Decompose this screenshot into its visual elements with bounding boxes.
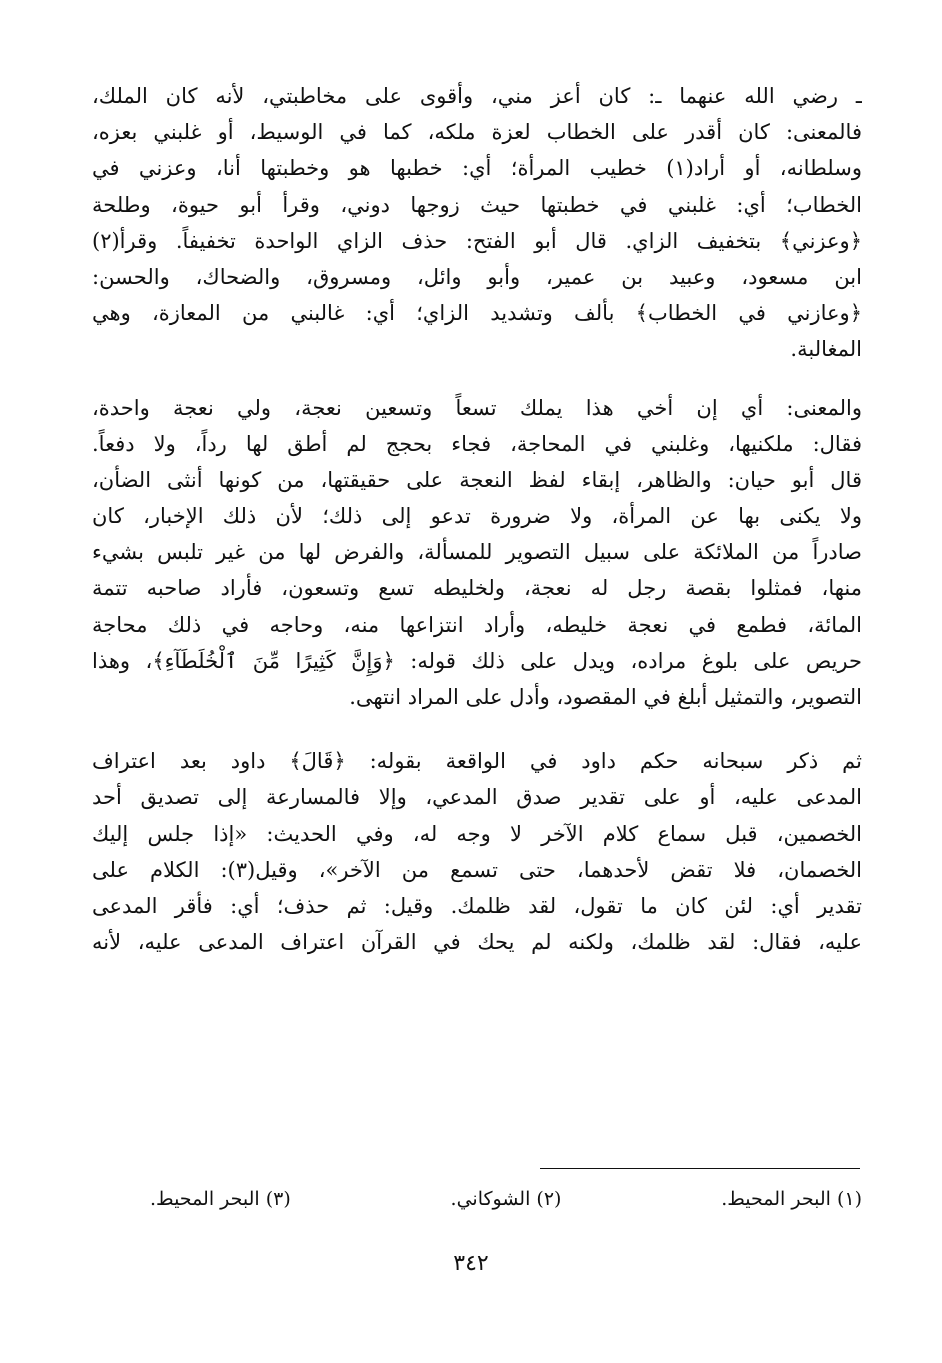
text-line: الخصمان، فلا تقض لأحدهما، حتى تسمع من الآخر»، وقيل(٣): الكلام على xyxy=(92,857,862,882)
text-line: فقال: ملكنيها، وغلبني في المحاجة، فجاء بحجج لم أطق لها رداً، ولا دفعاً. xyxy=(92,431,862,456)
text-line: الخطاب؛ أي: غلبني في خطبتها حيث زوجها دوني، وقرأ أبو حيوة، وطلحة xyxy=(92,192,862,217)
paragraph-2 xyxy=(92,390,862,716)
text-line: المائة، فطمع في نعجة خليطه، وأراد انتزاعها منه، وحاجه في ذلك محاجة xyxy=(92,612,862,637)
text-line: ﴿وعازني في الخطاب﴾ بألف وتشديد الزاي؛ أي: غالبني من المعازة، وهي xyxy=(92,301,862,326)
text-line: ولا يكنى بها عن المرأة، ولا ضرورة تدعو إلى ذلك؛ لأن ذلك الإخبار، كان xyxy=(92,504,862,529)
main-text xyxy=(92,78,862,960)
page-number: ٣٤٢ xyxy=(453,1251,489,1276)
text-line: فالمعنى: كان أقدر على الخطاب لعزة ملكه، كما في الوسيط، أو غلبني بعزه، xyxy=(92,120,862,145)
text-line: منها، فمثلوا بقصة رجل له نعجة، ولخليطه تسع وتسعون، فأراد صاحبه تتمة xyxy=(92,576,862,601)
footnote-separator xyxy=(540,1168,860,1169)
text-line: ثم ذكر سبحانه حكم داود في الواقعة بقوله: ﴿قَالَ﴾ داود بعد اعتراف xyxy=(92,749,862,774)
text-line: صادراً من الملائكة على سبيل التصوير للمسألة، والفرض لها من غير تلبس بشيء xyxy=(92,540,862,565)
paragraph-3 xyxy=(92,743,862,960)
text-line: حريص على بلوغ مراده، ويدل على ذلك قوله: ﴿وَإِنَّ كَثِيرًا مِّنَ ٱلْخُلَطَآءِ﴾، وهذا xyxy=(92,648,862,673)
footnotes xyxy=(150,1184,862,1214)
text-line: ابن مسعود، وعبيد بن عمير، وأبو وائل، ومسروق، والضحاك، والحسن: xyxy=(92,264,862,289)
text-line: قال أبو حيان: والظاهر، إبقاء لفظ النعجة على حقيقتها، من كونها أنثى الضأن، xyxy=(92,467,862,492)
paragraph-gap xyxy=(92,715,862,743)
footnote-2: (٢) الشوكاني. xyxy=(450,1188,562,1210)
text-line: ﴿وعزني﴾ بتخفيف الزاي. قال أبو الفتح: حذف الزاي الواحدة تخفيفاً. وقرأ(٢) xyxy=(92,228,862,253)
text-line: ـ رضي الله عنهما ـ: كان أعز مني، وأقوى على مخاطبتي، لأنه كان الملك، xyxy=(92,84,862,108)
text-line: التصوير، والتمثيل أبلغ في المقصود، وأدل على المراد انتهى. xyxy=(349,685,862,709)
text-line: والمعنى: أي إن أخي هذا يملك تسعاً وتسعين نعجة، ولي نعجة واحدة، xyxy=(92,395,862,420)
text-line: المغالبة. xyxy=(790,337,862,362)
text-line: المدعى عليه، أو على تقدير صدق المدعي، وإلا فالمسارعة إلى تصديق أحد xyxy=(92,785,862,810)
paragraph-1 xyxy=(92,78,862,368)
paragraph-gap xyxy=(92,368,862,390)
footnote-1: (١) البحر المحيط. xyxy=(721,1188,862,1210)
text-line: الخصمين، قبل سماع كلام الآخر لا وجه له، وفي الحديث: «إذا جلس إليك xyxy=(92,821,862,846)
footnote-3: (٣) البحر المحيط. xyxy=(150,1188,291,1210)
text-line: تقدير أي: لئن كان ما تقول، لقد ظلمك. وقيل: ثم حذف؛ أي: فأقر المدعى xyxy=(92,893,862,918)
text-line: وسلطانه، أو أراد(١) خطيب المرأة؛ أي: خطبها هو وخطبتها أنا، وعزني في xyxy=(92,156,862,181)
text-line: عليه، فقال: لقد ظلمك، ولكنه لم يحك في القرآن اعتراف المدعى عليه، لأنه xyxy=(92,930,862,955)
